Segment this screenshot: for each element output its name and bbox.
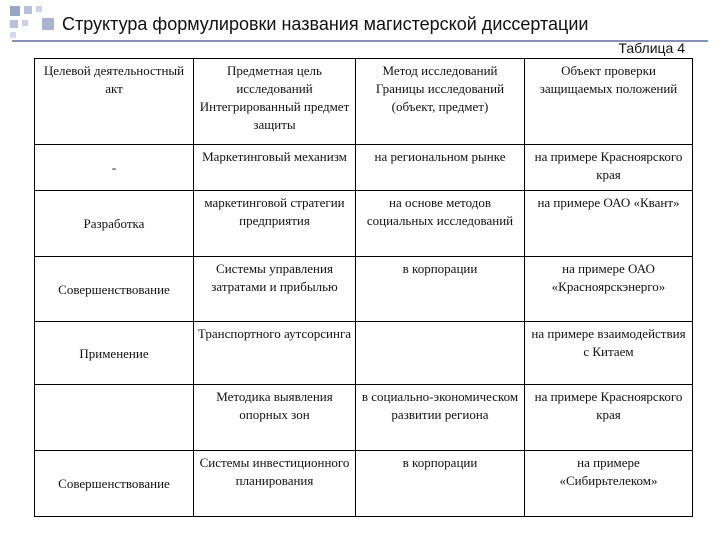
method-cell: в социально-экономическом развитии региона [356, 385, 525, 451]
act-cell: Совершенствование [35, 257, 194, 322]
act-cell [35, 385, 194, 451]
header-cell-method: Метод исследований Границы исследований (объект, предмет) [356, 59, 525, 145]
table-row [35, 145, 693, 191]
table-label: Таблица 4 [618, 40, 685, 56]
act-cell: - [35, 145, 194, 191]
subject-cell: Транспортного аутсорсинга [194, 322, 356, 385]
table-header-row [35, 59, 693, 145]
method-cell: в корпорации [356, 451, 525, 517]
page-title: Структура формулировки названия магистерской диссертации [62, 14, 589, 34]
table-row [35, 191, 693, 257]
method-cell: в корпорации [356, 257, 525, 322]
table-row [35, 322, 693, 385]
act-cell: Разработка [35, 191, 194, 257]
object-cell: на примере взаимодействия с Китаем [525, 322, 693, 385]
table-row [35, 451, 693, 517]
table-row [35, 257, 693, 322]
object-cell: на примере ОАО «Квант» [525, 191, 693, 257]
method-cell [356, 322, 525, 385]
header-cell-object: Объект проверки защищаемых положений [525, 59, 693, 145]
structure-table [34, 58, 693, 517]
object-cell: на примере «Сибирьтелеком» [525, 451, 693, 517]
title-divider [12, 40, 708, 42]
subject-cell: Системы управления затратами и прибылью [194, 257, 356, 322]
method-cell: на основе методов социальных исследований [356, 191, 525, 257]
subject-cell: Маркетинговый механизм [194, 145, 356, 191]
method-cell: на региональном рынке [356, 145, 525, 191]
object-cell: на примере ОАО «Красноярскэнерго» [525, 257, 693, 322]
corner-decoration [0, 0, 60, 40]
table-row [35, 385, 693, 451]
object-cell: на примере Красноярского края [525, 385, 693, 451]
act-cell: Применение [35, 322, 194, 385]
subject-cell: Методика выявления опорных зон [194, 385, 356, 451]
subject-cell: Системы инвестиционного планирования [194, 451, 356, 517]
subject-cell: маркетинговой стратегии предприятия [194, 191, 356, 257]
header-cell-subject: Предметная цель исследований Интегрированный предмет защиты [194, 59, 356, 145]
header-cell-act: Целевой деятельностный акт [35, 59, 194, 145]
object-cell: на примере Красноярского края [525, 145, 693, 191]
act-cell: Совершенствование [35, 451, 194, 517]
